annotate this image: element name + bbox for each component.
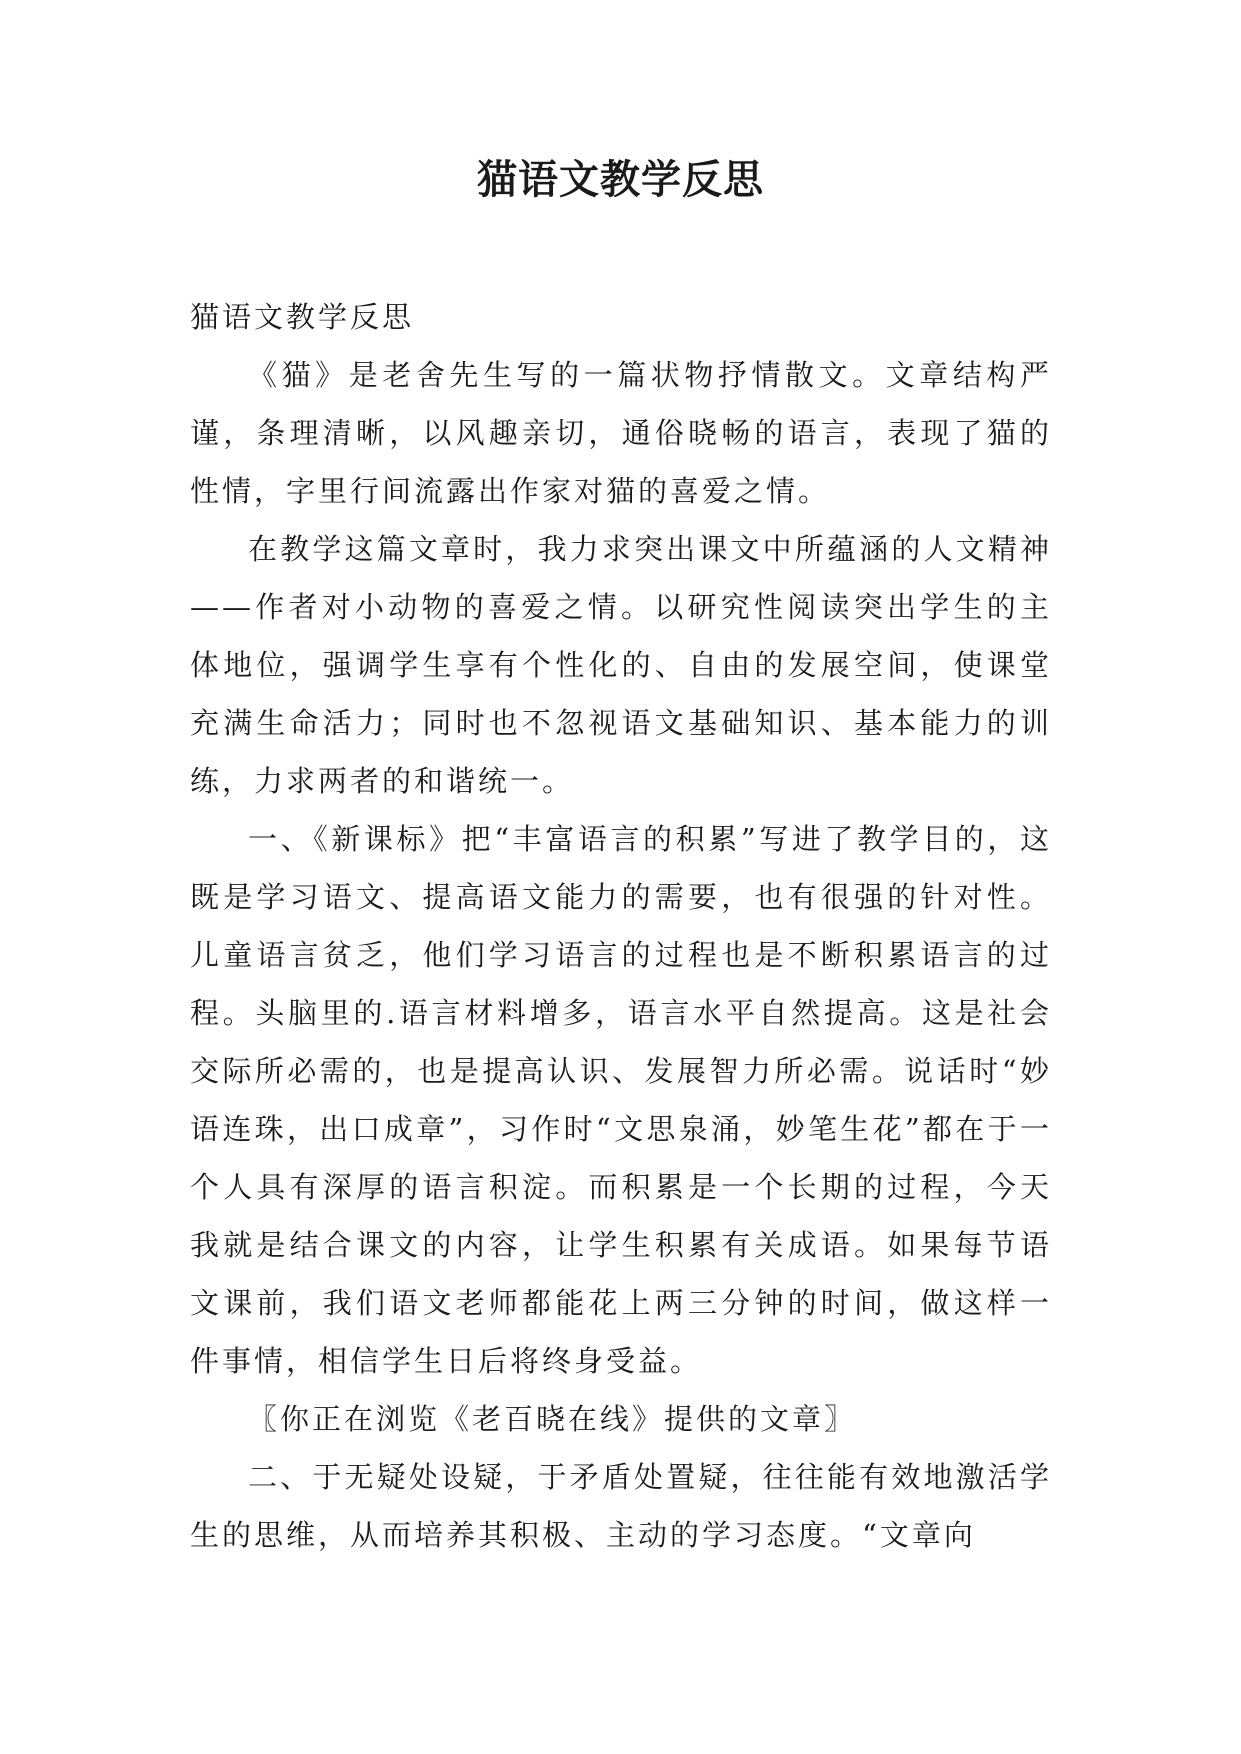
- document-body: [190, 288, 1052, 1564]
- paragraph: 二、于无疑处设疑，于矛盾处置疑，往往能有效地激活学生的思维，从而培养其积极、主动的学习态度。“文章向: [190, 1460, 1052, 1552]
- document-title: 猫语文教学反思: [477, 157, 764, 203]
- paragraph: 《猫》是老舍先生写的一篇状物抒情散文。文章结构严谨，条理清晰，以风趣亲切，通俗晓畅的语言，表现了猫的性情，字里行间流露出作家对猫的喜爱之情。: [190, 358, 1052, 508]
- paragraph: 一、《新课标》把“丰富语言的积累”写进了教学目的，这既是学习语文、提高语文能力的需要，也有很强的针对性。儿童语言贫乏，他们学习语言的过程也是不断积累语言的过程。头脑里的.语言材料增多，语言水平自然提高。这是社会交际所必需的，也是提高认识、发展智力所必需。说话时“妙语连珠，出口成章”，习作时“文思泉涌，妙笔生花”都在于一个人具有深厚的语言积淀。而积累是一个长期的过程，今天我就是结合课文的内容，让学生积累有关成语。如果每节语文课前，我们语文老师都能花上两三分钟的时间，做这样一件事情，相信学生日后将终身受益。: [190, 822, 1052, 1378]
- paragraph-subtitle: 猫语文教学反思: [190, 300, 415, 334]
- source-notice: 〖你正在浏览《老百晓在线》提供的文章〗: [248, 1402, 857, 1436]
- paragraph: 在教学这篇文章时，我力求突出课文中所蕴涵的人文精神——作者对小动物的喜爱之情。以研究性阅读突出学生的主体地位，强调学生享有个性化的、自由的发展空间，使课堂充满生命活力；同时也不忽视语文基础知识、基本能力的训练，力求两者的和谐统一。: [190, 532, 1052, 798]
